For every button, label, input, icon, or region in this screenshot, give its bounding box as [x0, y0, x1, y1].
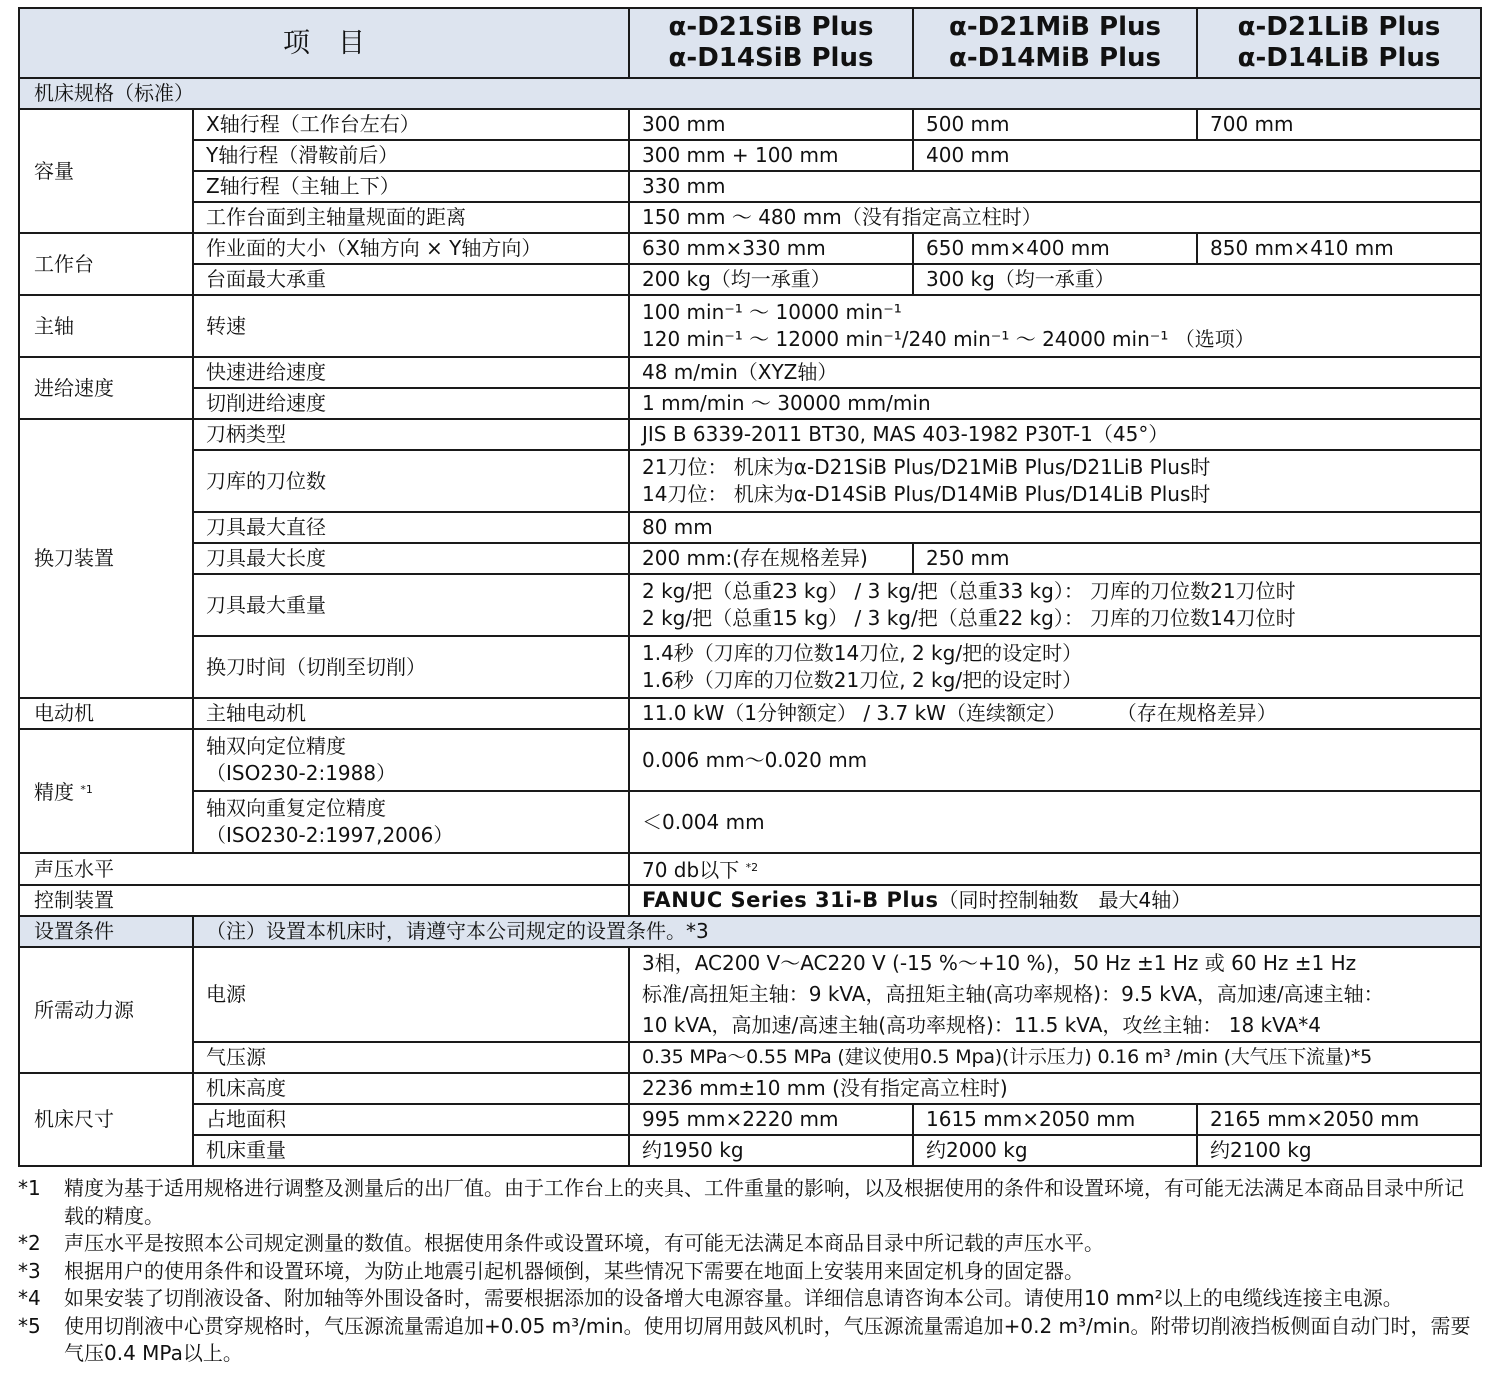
footnote-text: 声压水平是按照本公司规定测量的数值。根据使用条件或设置环境，有可能无法满足本商品目录中所记载的声压水平。 — [64, 1231, 1104, 1255]
footnote-mark: *1 — [18, 1176, 41, 1200]
row-label: 转速 — [193, 295, 629, 357]
cell-value: 2165 mm×2050 mm — [1197, 1104, 1481, 1135]
cell-value: 995 mm×2220 mm — [629, 1104, 913, 1135]
category-label: 精度 — [34, 780, 74, 804]
model-header-m — [913, 8, 1197, 78]
row-label: 刀库的刀位数 — [193, 450, 629, 512]
model-name: α-D21SiB Plus — [668, 12, 874, 42]
value-line: 3相，AC200 V～AC220 V (-15 %～+10 %)，50 Hz ±1 Hz 或 60 Hz ±1 Hz — [642, 951, 1357, 975]
cell-value: 1 mm/min ～ 30000 mm/min — [629, 388, 1481, 419]
value-line: 标准/高扭矩主轴：9 kVA，高扭矩主轴(高功率规格)：9.5 kVA，高加速/高速主轴： — [642, 982, 1384, 1006]
cell-value: 约2000 kg — [913, 1135, 1197, 1166]
row-label — [193, 791, 629, 853]
cell-value: 850 mm×410 mm — [1197, 233, 1481, 264]
category-spindle: 主轴 — [19, 295, 193, 357]
category-power: 所需动力源 — [19, 947, 193, 1073]
cell-value: 300 kg（均一承重） — [913, 264, 1481, 295]
section-setup: 设置条件 — [19, 916, 193, 947]
row-label: 刀具最大直径 — [193, 512, 629, 543]
model-name: α-D14MiB Plus — [948, 43, 1162, 73]
row-label: 切削进给速度 — [193, 388, 629, 419]
footnote — [18, 1313, 1480, 1368]
row-label: 刀具最大重量 — [193, 574, 629, 636]
row-label: 工作台面到主轴量规面的距离 — [193, 202, 629, 233]
label-line: （ISO230-2:1997,2006） — [206, 823, 454, 847]
footnote-text: 使用切削液中心贯穿规格时，气压源流量需追加+0.05 m³/min。使用切屑用鼓风机时，气压源流量需追加+0.2 m³/min。附带切削液挡板侧面自动门时，需要气压0.4 MPa以上。 — [64, 1313, 1471, 1365]
row-label: 刀具最大长度 — [193, 543, 629, 574]
cell-value: 约1950 kg — [629, 1135, 913, 1166]
row-label: 占地面积 — [193, 1104, 629, 1135]
header-row — [19, 8, 1481, 78]
cell-value: 300 mm — [629, 109, 913, 140]
value-line: 14刀位： 机床为α-D14SiB Plus/D14MiB Plus/D14LiB Plus时 — [642, 482, 1211, 506]
model-name: α-D14SiB Plus — [668, 43, 874, 73]
footnote-text: 根据用户的使用条件和设置环境，为防止地震引起机器倾倒，某些情况下需要在地面上安装用来固定机身的固定器。 — [64, 1258, 1084, 1283]
control-note: （同时控制轴数 最大4轴） — [938, 888, 1192, 912]
cell-value: 约2100 kg — [1197, 1135, 1481, 1166]
value-line: 1.6秒（刀库的刀位数21刀位, 2 kg/把的设定时） — [642, 668, 1083, 692]
category-feed: 进给速度 — [19, 357, 193, 419]
model-header-s — [629, 8, 913, 78]
header-item: 项目 — [19, 8, 629, 78]
footnote-ref: *1 — [80, 783, 93, 796]
value-line: 10 kVA，高加速/高速主轴(高功率规格)：11.5 kVA，攻丝主轴： 18 kVA*4 — [642, 1013, 1321, 1037]
row-label: 刀柄类型 — [193, 419, 629, 450]
cell-value: 200 kg（均一承重） — [629, 264, 913, 295]
row-label: 主轴电动机 — [193, 698, 629, 729]
cell-value: 250 mm — [913, 543, 1481, 574]
cell-value — [629, 947, 1481, 1042]
cell-value: 150 mm ～ 480 mm（没有指定高立柱时） — [629, 202, 1481, 233]
row-label: Z轴行程（主轴上下） — [193, 171, 629, 202]
footnote-text: 精度为基于适用规格进行调整及测量后的出厂值。由于工作台上的夹具、工件重量的影响，以及根据使用的条件和设置环境，有可能无法满足本商品目录中所记载的精度。 — [64, 1176, 1464, 1228]
footnote-mark: *4 — [18, 1286, 41, 1310]
cell-value: 400 mm — [913, 140, 1481, 171]
value-line: 2 kg/把（总重23 kg） / 3 kg/把（总重33 kg）： 刀库的刀位数21刀位时 — [642, 579, 1296, 603]
category-dimensions: 机床尺寸 — [19, 1073, 193, 1166]
footnote — [18, 1230, 1480, 1258]
model-name: α-D14LiB Plus — [1237, 43, 1441, 73]
category-control: 控制装置 — [19, 885, 629, 916]
control-brand: FANUC Series 31i-B Plus — [642, 888, 939, 912]
cell-value: 2236 mm±10 mm (没有指定高立柱时) — [629, 1073, 1481, 1104]
row-label: 气压源 — [193, 1042, 629, 1073]
label-line: 轴双向定位精度 — [206, 734, 346, 758]
footnote — [18, 1175, 1480, 1230]
footnote-mark: *3 — [18, 1258, 41, 1283]
cell-value: JIS B 6339-2011 BT30, MAS 403-1982 P30T-1（45°） — [629, 419, 1481, 450]
value-line: 2 kg/把（总重15 kg） / 3 kg/把（总重22 kg）： 刀库的刀位数14刀位时 — [642, 606, 1296, 630]
model-name: α-D21MiB Plus — [948, 12, 1162, 42]
value-line: 1.4秒（刀库的刀位数14刀位, 2 kg/把的设定时） — [642, 641, 1083, 665]
cell-value: 300 mm + 100 mm — [629, 140, 913, 171]
cell-value — [629, 450, 1481, 512]
row-label: 机床重量 — [193, 1135, 629, 1166]
cell-value — [629, 295, 1481, 357]
cell-value: 700 mm — [1197, 109, 1481, 140]
cell-value: 48 m/min（XYZ轴） — [629, 357, 1481, 388]
value-line: 100 min⁻¹ ～ 10000 min⁻¹ — [642, 300, 902, 324]
category-motor: 电动机 — [19, 698, 193, 729]
row-label: 电源 — [193, 947, 629, 1042]
model-header-l — [1197, 8, 1481, 78]
row-label: 换刀时间（切削至切削） — [193, 636, 629, 698]
row-label: Y轴行程（滑鞍前后） — [193, 140, 629, 171]
cell-value: 0.35 MPa～0.55 MPa (建议使用0.5 Mpa)(计示压力) 0.16 m³ /min (大气压下流量)*5 — [629, 1042, 1481, 1073]
setup-note: （注）设置本机床时，请遵守本公司规定的设置条件。*3 — [193, 916, 1481, 947]
category-accuracy — [19, 729, 193, 853]
label-line: （ISO230-2:1988） — [206, 761, 397, 785]
spec-table — [18, 7, 1482, 1167]
cell-value: 1615 mm×2050 mm — [913, 1104, 1197, 1135]
cell-value — [629, 853, 1481, 885]
category-table: 工作台 — [19, 233, 193, 295]
category-atc: 换刀装置 — [19, 419, 193, 698]
footnote-mark: *2 — [18, 1231, 41, 1255]
cell-value: 330 mm — [629, 171, 1481, 202]
footnote-mark: *5 — [18, 1313, 41, 1338]
footnote — [18, 1285, 1480, 1313]
cell-value — [629, 885, 1481, 916]
label-line: 轴双向重复定位精度 — [206, 796, 386, 820]
row-label: 机床高度 — [193, 1073, 629, 1104]
value-line: 21刀位： 机床为α-D21SiB Plus/D21MiB Plus/D21LiB Plus时 — [642, 455, 1211, 479]
cell-value: 0.006 mm～0.020 mm — [629, 729, 1481, 791]
row-label — [193, 729, 629, 791]
footnote-ref: *2 — [745, 861, 759, 874]
model-name: α-D21LiB Plus — [1237, 12, 1441, 42]
category-noise: 声压水平 — [19, 853, 629, 885]
row-label: 作业面的大小（X轴方向 × Y轴方向） — [193, 233, 629, 264]
footnote — [18, 1258, 1480, 1286]
row-label: 快速进给速度 — [193, 357, 629, 388]
cell-value: 500 mm — [913, 109, 1197, 140]
noise-value: 70 db以下 — [642, 858, 740, 882]
cell-value: ＜0.004 mm — [629, 791, 1481, 853]
value-line: 120 min⁻¹ ～ 12000 min⁻¹/240 min⁻¹ ～ 24000 min⁻¹ （选项） — [642, 327, 1255, 351]
cell-value: 80 mm — [629, 512, 1481, 543]
row-label: X轴行程（工作台左右） — [193, 109, 629, 140]
category-capacity: 容量 — [19, 109, 193, 233]
footnotes — [18, 1175, 1480, 1368]
section-machine-spec: 机床规格（标准） — [19, 78, 1481, 109]
cell-value — [629, 574, 1481, 636]
row-label: 台面最大承重 — [193, 264, 629, 295]
footnote-text: 如果安装了切削液设备、附加轴等外围设备时，需要根据添加的设备增大电源容量。详细信息请咨询本公司。请使用10 mm²以上的电缆线连接主电源。 — [64, 1286, 1403, 1310]
cell-value — [629, 636, 1481, 698]
cell-value: 200 mm:(存在规格差异) — [629, 543, 913, 574]
cell-value: 630 mm×330 mm — [629, 233, 913, 264]
cell-value: 11.0 kW（1分钟额定） / 3.7 kW（连续额定） （存在规格差异） — [629, 698, 1481, 729]
cell-value: 650 mm×400 mm — [913, 233, 1197, 264]
